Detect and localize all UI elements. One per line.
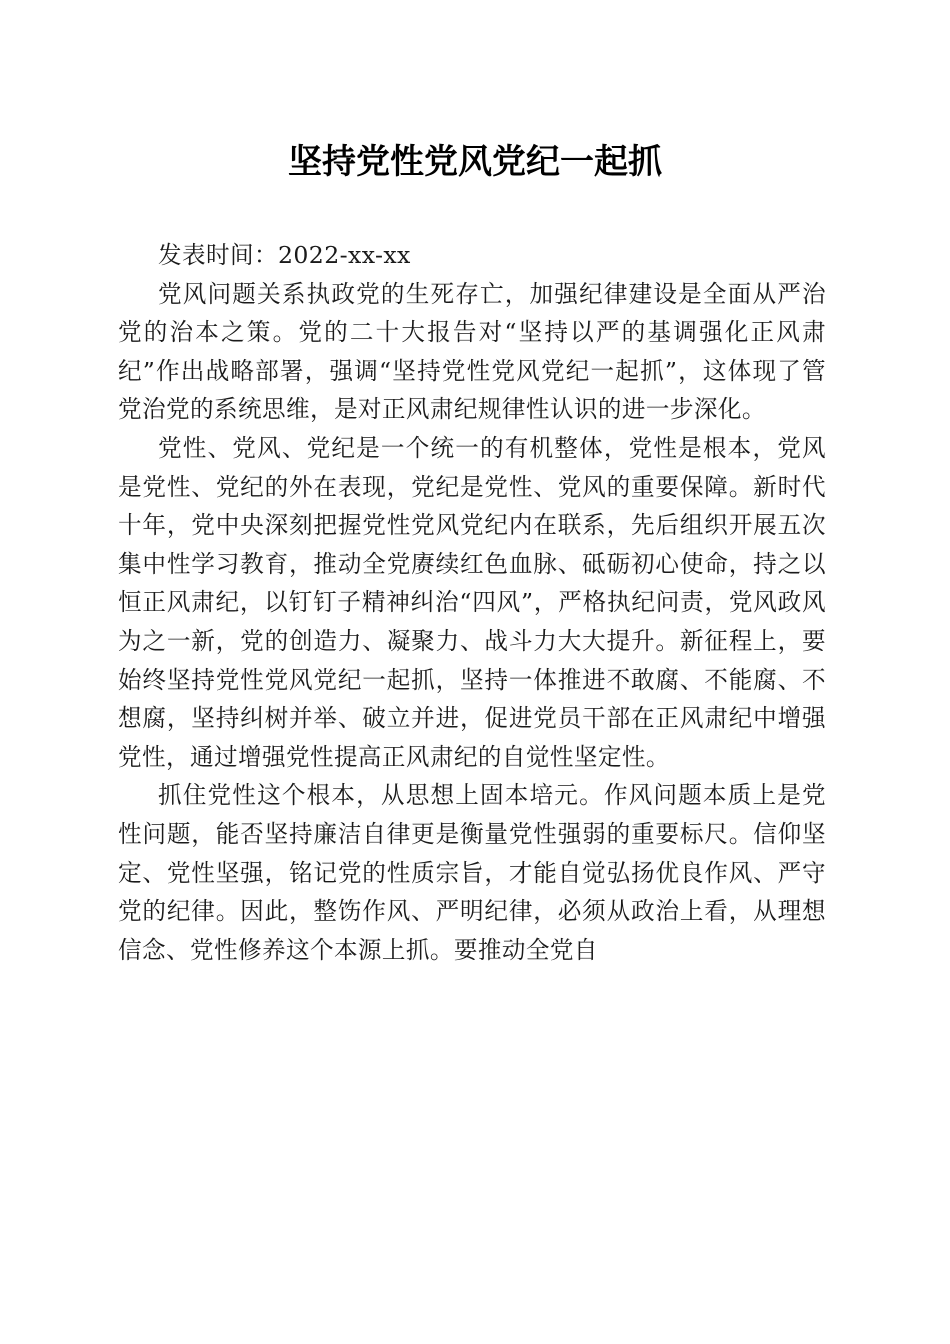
paragraph-1: 党风问题关系执政党的生死存亡，加强纪律建设是全面从严治党的治本之策。党的二十大报告对“坚持以严的基调强化正风肃纪”作出战略部署，强调“坚持党性党风党纪一起抓”，这体现了管党治党的系统思维，是对正风肃纪规律性认识的进一步深化。 [118, 279, 826, 424]
document-title: 坚持党性党风党纪一起抓 [288, 142, 662, 182]
document-body [118, 236, 826, 969]
paragraph-2: 党性、党风、党纪是一个统一的有机整体，党性是根本，党风是党性、党纪的外在表现，党纪是党性、党风的重要保障。新时代十年，党中央深刻把握党性党风党纪内在联系，先后组织开展五次集中性学习教育，推动全党赓续红色血脉、砥砺初心使命，持之以恒正风肃纪，以钉钉子精神纠治“四风”，严格执纪问责，党风政风为之一新，党的创造力、凝聚力、战斗力大大提升。新征程上，要始终坚持党性党风党纪一起抓，坚持一体推进不敢腐、不能腐、不想腐，坚持纠树并举、破立并进，促进党员干部在正风肃纪中增强党性，通过增强党性提高正风肃纪的自觉性坚定性。 [118, 433, 826, 771]
publish-date: 发表时间：2022-xx-xx [158, 241, 411, 269]
paragraph-3: 抓住党性这个根本，从思想上固本培元。作风问题本质上是党性问题，能否坚持廉洁自律更是衡量党性强弱的重要标尺。信仰坚定、党性坚强，铭记党的性质宗旨，才能自觉弘扬优良作风、严守党的纪律。因此，整饬作风、严明纪律，必须从政治上看，从理想信念、党性修养这个本源上抓。要推动全党自 [118, 781, 826, 964]
